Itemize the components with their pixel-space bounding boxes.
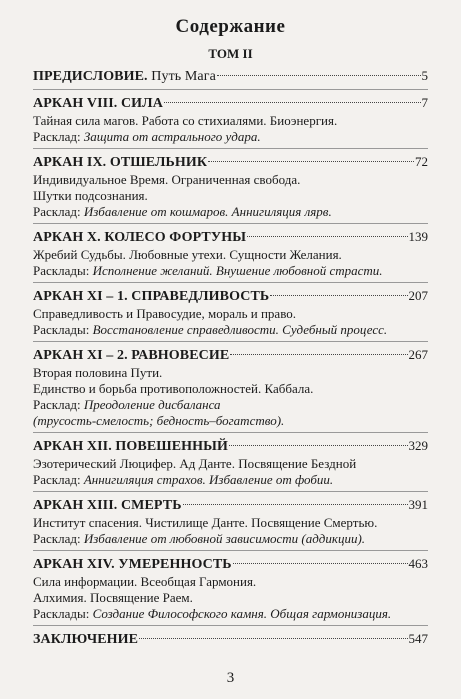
toc-page-number: 547: [408, 631, 428, 646]
toc-description-text: Расклад:: [33, 472, 84, 487]
toc-page-number: 391: [408, 497, 428, 512]
toc-description-line: [33, 472, 428, 488]
section-divider: [33, 89, 428, 90]
toc-heading-row: [33, 67, 428, 86]
toc-description-text: Индивидуальное Время. Ограниченная свобода.: [33, 172, 301, 187]
toc-description-line: [33, 413, 428, 429]
page-number: 3: [226, 670, 235, 686]
toc-description-text: Расклады:: [33, 322, 93, 337]
toc-entry: [33, 630, 428, 649]
toc-entry: [33, 437, 428, 488]
toc-heading-row: [33, 94, 428, 113]
toc-description-text: Алхимия. Посвящение Раем.: [33, 590, 193, 605]
toc-description-text: Расклад:: [33, 531, 84, 546]
toc-entry: [33, 346, 428, 429]
toc-description-text: Справедливость и Правосудие, мораль и право.: [33, 306, 296, 321]
toc-heading: [33, 438, 228, 456]
toc-description-line: [33, 397, 428, 413]
toc-heading: [33, 631, 138, 649]
toc-description-line: [33, 456, 428, 472]
toc-description-line: [33, 247, 428, 263]
section-divider: [33, 148, 428, 149]
toc-page-number: 329: [408, 438, 428, 453]
toc-heading-row: [33, 287, 428, 306]
section-divider: [33, 282, 428, 283]
toc-heading: [33, 229, 246, 247]
toc-layout-name: Избавление от кошмаров. Аннигиляция лярв.: [83, 204, 332, 219]
toc-heading-text: АРКАН XIV. УМЕРЕННОСТЬ: [33, 557, 232, 572]
volume-label: ТОМ II: [208, 46, 253, 61]
dot-leader: [233, 563, 408, 564]
toc-description-text: Жребий Судьбы. Любовные утехи. Сущности Желания.: [33, 247, 342, 262]
section-divider: [33, 223, 428, 224]
toc-heading-text: АРКАН XIII. СМЕРТЬ: [33, 498, 182, 513]
dot-leader: [164, 102, 421, 103]
toc-description-text: Единство и борьба противоположностей. Каббала.: [33, 381, 314, 396]
toc-layout-name: Исполнение желаний. Внушение любовной страсти.: [92, 263, 383, 278]
toc-heading: [33, 154, 207, 172]
toc-page-number: 267: [408, 347, 428, 362]
toc-description-line: [33, 188, 428, 204]
toc-description-line: [33, 322, 428, 338]
toc-heading-text: ЗАКЛЮЧЕНИЕ: [33, 632, 139, 647]
dot-leader: [270, 295, 407, 296]
section-divider: [33, 550, 428, 551]
toc-entry: [33, 228, 428, 279]
toc-description-text: Шутки подсознания.: [33, 188, 148, 203]
toc-description-line: [33, 172, 428, 188]
toc-description-line: [33, 306, 428, 322]
toc-description-text: Эзотерический Люцифер. Ад Данте. Посвящение Бездной: [33, 456, 357, 471]
toc-layout-name: Преодоление дисбаланса: [83, 397, 221, 412]
toc-layout-name: Восстановление справедливости. Судебный процесс.: [92, 322, 388, 337]
toc-description-line: [33, 204, 428, 220]
table-of-contents: [33, 67, 428, 649]
toc-description-text: Институт спасения. Чистилище Данте. Посвящение Смертью.: [33, 515, 378, 530]
toc-layout-name: Аннигиляция страхов. Избавление от фобии.: [83, 472, 334, 487]
toc-entry: [33, 67, 428, 86]
toc-description-text: Вторая половина Пути.: [33, 365, 163, 380]
toc-page-number: 5: [421, 68, 428, 83]
toc-heading-row: [33, 630, 428, 649]
toc-heading-text: АРКАН IX. ОТШЕЛЬНИК: [33, 155, 208, 170]
toc-heading-row: [33, 496, 428, 515]
toc-heading: [33, 68, 216, 86]
toc-description-line: [33, 590, 428, 606]
toc-heading-text: ПРЕДИСЛОВИЕ.: [33, 69, 148, 84]
toc-description-text: Сила информации. Всеобщая Гармония.: [33, 574, 257, 589]
toc-page-number: 207: [408, 288, 428, 303]
toc-page-number: 7: [421, 95, 428, 110]
toc-description-line: [33, 606, 428, 622]
toc-page-number: 72: [415, 154, 428, 169]
toc-heading-row: [33, 346, 428, 365]
toc-entry: [33, 94, 428, 145]
toc-heading-row: [33, 555, 428, 574]
toc-heading: [33, 497, 182, 515]
toc-description-line: [33, 113, 428, 129]
toc-heading-text: АРКАН XII. ПОВЕШЕННЫЙ: [33, 439, 229, 454]
dot-leader: [247, 236, 407, 237]
toc-description-line: [33, 515, 428, 531]
toc-description-line: [33, 531, 428, 547]
toc-page-number: 463: [408, 556, 428, 571]
toc-description-text: Расклад:: [33, 129, 84, 144]
page-title: Содержание: [175, 16, 286, 37]
toc-description-line: [33, 381, 428, 397]
toc-description-text: Расклад:: [33, 397, 84, 412]
toc-heading-row: [33, 437, 428, 456]
toc-entry: [33, 555, 428, 622]
toc-heading-row: [33, 228, 428, 247]
toc-page-number: 139: [408, 229, 428, 244]
toc-description-line: [33, 365, 428, 381]
toc-description-text: Расклады:: [33, 606, 93, 621]
toc-heading-row: [33, 153, 428, 172]
section-divider: [33, 625, 428, 626]
toc-layout-name: Избавление от любовной зависимости (аддикции).: [83, 531, 366, 546]
dot-leader: [229, 445, 407, 446]
toc-heading-subtitle: Путь Мага: [151, 69, 216, 84]
dot-leader: [183, 504, 408, 505]
toc-entry: [33, 287, 428, 338]
toc-layout-name: (трусость-смелость; бедность–богатство).: [33, 413, 285, 428]
toc-description-line: [33, 263, 428, 279]
toc-heading: [33, 556, 232, 574]
toc-heading-text: АРКАН XI – 2. РАВНОВЕСИЕ: [33, 348, 230, 363]
toc-entry: [33, 496, 428, 547]
toc-layout-name: Создание Философского камня. Общая гармонизация.: [92, 606, 392, 621]
toc-description-line: [33, 129, 428, 145]
toc-heading: [33, 288, 269, 306]
dot-leader: [139, 638, 407, 639]
dot-leader: [217, 75, 421, 76]
section-divider: [33, 432, 428, 433]
dot-leader: [230, 354, 407, 355]
toc-description-text: Расклад:: [33, 204, 84, 219]
toc-heading: [33, 95, 163, 113]
toc-heading-text: АРКАН XI – 1. СПРАВЕДЛИВОСТЬ: [33, 289, 270, 304]
toc-description-text: Расклады:: [33, 263, 93, 278]
toc-heading-text: АРКАН X. КОЛЕСО ФОРТУНЫ: [33, 230, 247, 245]
toc-heading-text: АРКАН VIII. СИЛА: [33, 96, 163, 111]
toc-description-text: Тайная сила магов. Работа со стихиалями. Биоэнергия.: [33, 113, 338, 128]
section-divider: [33, 491, 428, 492]
toc-heading: [33, 347, 229, 365]
toc-description-line: [33, 574, 428, 590]
section-divider: [33, 341, 428, 342]
toc-entry: [33, 153, 428, 220]
toc-layout-name: Защита от астрального удара.: [83, 129, 261, 144]
dot-leader: [208, 161, 414, 162]
